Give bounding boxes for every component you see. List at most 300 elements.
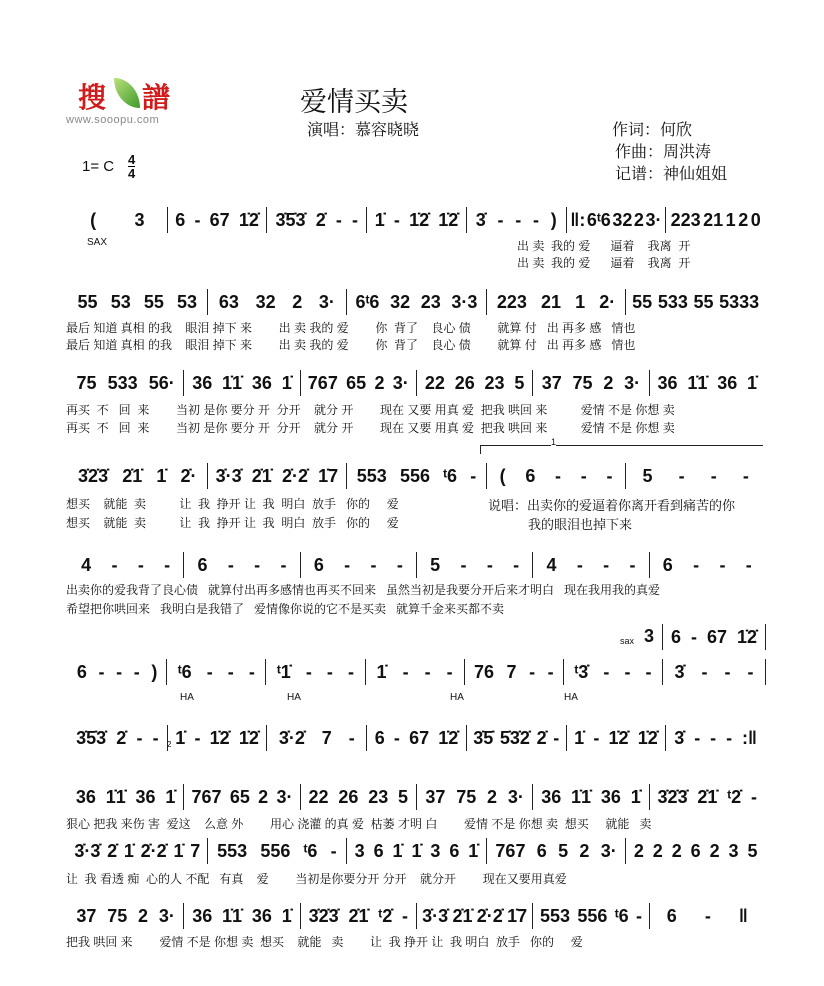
note-group: 6 — [690, 840, 701, 861]
note-group: 3̇2̇3̇ — [308, 905, 339, 926]
note-group: 2 — [652, 840, 663, 861]
note-group: - — [393, 727, 400, 748]
measure — [68, 289, 208, 315]
note-group: 553 — [356, 465, 387, 486]
note-group: - — [580, 465, 587, 486]
note-group: 36 — [541, 786, 562, 807]
note-group: 3̇ — [674, 727, 685, 748]
note-group: 1̇ — [175, 727, 186, 748]
note-group: 23 — [484, 372, 505, 393]
note-group: 2 — [671, 840, 682, 861]
note-group: 22 — [424, 372, 445, 393]
measure — [301, 784, 417, 810]
note-group: - — [704, 905, 711, 926]
note-group: 3̇·3̇ — [422, 905, 449, 926]
note-group: 1̇2̇ — [608, 727, 629, 748]
note-group: - — [335, 209, 342, 230]
note-group: 2· — [599, 291, 616, 312]
note-group: 65 — [346, 372, 367, 393]
lyric-line: 再买 不 回 来 当初 是你 要分 开 分开 就分 开 现在 又要 用真 爱 把我 哄回 来 爱情 不是 你想 卖 — [66, 403, 675, 417]
note-group: 26 — [338, 786, 359, 807]
measure — [650, 370, 765, 396]
measure — [267, 725, 367, 751]
note-group: 21 — [703, 209, 724, 230]
pickup-note: 3 — [644, 626, 655, 646]
measure — [266, 659, 365, 685]
note-group: - — [593, 727, 600, 748]
note-group: 1̇ — [173, 840, 184, 861]
note-group: - — [136, 727, 143, 748]
note-group: 65 — [229, 786, 250, 807]
note-group: 6ᵗ6 — [355, 291, 380, 312]
note-group: 1̇ — [123, 840, 134, 861]
note-group: 75 — [572, 372, 593, 393]
measure — [184, 784, 300, 810]
note-group: - — [137, 554, 144, 575]
note-group: 37 — [541, 372, 562, 393]
note-group: 767 — [307, 372, 338, 393]
note-group: 75 — [76, 372, 97, 393]
note-group: - — [227, 661, 234, 682]
measure — [650, 903, 765, 929]
lyric-line: 想买 就能 卖 让 我 挣开 让 我 明白 放手 你的 爱 — [66, 516, 399, 530]
note-group: 1̇1̇ — [105, 786, 126, 807]
notation-row — [68, 659, 662, 685]
note-group: 36 — [600, 786, 621, 807]
note-group: 2̇1̇ — [122, 465, 143, 486]
note-group: 36 — [251, 905, 272, 926]
note-group: 556 — [260, 840, 291, 861]
measure — [666, 207, 765, 233]
note-group: - — [347, 661, 354, 682]
note-group: - — [635, 905, 642, 926]
note-group: 6 — [313, 554, 324, 575]
note-group: 5 — [398, 786, 409, 807]
note-group: 2̇ — [116, 727, 127, 748]
measure — [68, 659, 167, 685]
note-group: 3·3 — [451, 291, 478, 312]
note-group: 55 — [632, 291, 653, 312]
note-group: 37 — [425, 786, 446, 807]
note-group: 23 — [420, 291, 441, 312]
lyric-line: 让 我 看透 痴 心的人 不配 有真 爱 当初是你要分开 分开 就分开 现在又要用真爱 — [66, 872, 567, 886]
note-group: - — [745, 554, 752, 575]
note-group: ( — [499, 465, 506, 486]
note-group: 1̇2̇ — [409, 209, 430, 230]
note-group: 32 — [390, 291, 411, 312]
sax-label: SAX — [87, 237, 108, 248]
note-group: ᵗ1̇ — [276, 661, 291, 682]
note-group: 3 — [430, 840, 441, 861]
note-group: 4 — [81, 554, 92, 575]
note-group: 2 — [487, 786, 498, 807]
note-group: 22 — [308, 786, 329, 807]
note-group: 3· — [276, 786, 293, 807]
measure — [533, 784, 649, 810]
note-group: 6 — [373, 840, 384, 861]
note-group: - — [555, 465, 562, 486]
note-group: :‖ — [742, 727, 757, 748]
notation-row — [68, 903, 765, 929]
note-group: 2 — [258, 786, 269, 807]
note-group: 1 — [725, 209, 736, 230]
lower-staff — [662, 659, 766, 685]
note-group: - — [370, 554, 377, 575]
note-group: 1̇2̇ — [736, 626, 757, 647]
key-signature: 1= C — [82, 158, 115, 175]
note-group: ( — [90, 209, 97, 230]
notation-row — [68, 552, 765, 578]
leaf-icon — [114, 78, 140, 108]
lyric-line: 希望把你哄回来 我明白是我错了 爱情像你说的它不是买卖 就算千金来买都不卖 — [66, 602, 505, 616]
note-group: 3̇ — [475, 209, 486, 230]
note-group: 2 — [633, 209, 644, 230]
note-group: 36 — [192, 905, 213, 926]
note-group: 1̇ — [468, 840, 479, 861]
measure — [301, 903, 417, 929]
note-group: 533 — [657, 291, 688, 312]
note-group: 55 — [143, 291, 164, 312]
note-group: 5333 — [719, 291, 760, 312]
measure — [626, 838, 765, 864]
note-group: - — [603, 661, 610, 682]
measure — [417, 903, 533, 929]
note-group: 2 — [738, 209, 749, 230]
note-group: - — [194, 209, 201, 230]
note-group: - — [424, 661, 431, 682]
note-group: 3̇ — [674, 661, 685, 682]
rap-line-2: 我的眼泪也掉下来 — [528, 517, 633, 532]
note-group: - — [710, 727, 717, 748]
notation-row — [68, 463, 765, 489]
note-group: 1̇ — [630, 786, 641, 807]
notation-row — [68, 784, 765, 810]
measure — [168, 207, 268, 233]
note-group: 7 — [506, 661, 517, 682]
sooopu-logo: 搜 譜 www.sooopu.com — [78, 76, 188, 126]
measure — [167, 659, 266, 685]
lyric-line: 最后 知道 真相 的我 眼泪 掉下 来 出 卖 我的 爱 你 背了 良心 债 就算 付 出 再多 感 情也 — [66, 321, 636, 335]
note-group: - — [326, 661, 333, 682]
measure — [184, 370, 300, 396]
note-group: ‖ — [738, 905, 748, 926]
note-group: 3· — [318, 291, 335, 312]
note-group: - — [719, 554, 726, 575]
measure — [208, 289, 348, 315]
note-group: 3 — [354, 840, 365, 861]
note-group: 1̇2̇ — [438, 209, 459, 230]
note-group: - — [497, 209, 504, 230]
ha-4: HA — [564, 692, 578, 703]
measure — [208, 838, 348, 864]
measure — [367, 207, 467, 233]
note-group: 0 — [750, 209, 761, 230]
note-group: - — [330, 840, 337, 861]
note-group: 3· — [624, 372, 641, 393]
measure — [301, 370, 417, 396]
note-group: 36 — [135, 786, 156, 807]
note-group: 767 — [191, 786, 222, 807]
measure — [487, 289, 627, 315]
note-group: ᵗ2̇ — [378, 905, 393, 926]
note-group: 2̇1̇ — [251, 465, 272, 486]
note-group: 2̇1̇ — [697, 786, 718, 807]
note-group: 1̇2̇ — [209, 727, 230, 748]
note-group: 2̇·2̇ — [140, 840, 167, 861]
note-group: - — [710, 465, 717, 486]
note-group: 67 — [706, 626, 727, 647]
note-group: - — [348, 727, 355, 748]
measure — [68, 784, 184, 810]
note-group: 3̇5̇3̇ — [76, 727, 107, 748]
note-group: 67 — [209, 209, 230, 230]
note-group: 3̇2̇3̇ — [657, 786, 688, 807]
note-group: 1̇ — [374, 209, 385, 230]
note-group: 53 — [110, 291, 131, 312]
note-group: 1̇2̇ — [637, 727, 658, 748]
note-group: 63 — [218, 291, 239, 312]
note-group: 2 — [709, 840, 720, 861]
measure — [487, 838, 627, 864]
note-group: 2̇ — [536, 727, 547, 748]
note-group: ) — [151, 661, 158, 682]
lyric-line: 再买 不 回 来 当初 是你 要分 开 分开 就分 开 现在 又要 用真 爱 把我 哄回 来 爱情 不是 你想 卖 — [66, 421, 675, 435]
measure — [417, 370, 533, 396]
note-group: 1̇1̇ — [222, 372, 243, 393]
ha-2: HA — [287, 692, 301, 703]
note-group: 1̇7 — [318, 465, 339, 486]
note-group: - — [111, 554, 118, 575]
note-group: - — [164, 554, 171, 575]
note-group: 32 — [255, 291, 276, 312]
measure — [567, 725, 667, 751]
note-group: 4 — [546, 554, 557, 575]
transcriber: 记谱：神仙姐姐 — [615, 166, 728, 183]
note-group: 1̇ — [392, 840, 403, 861]
measure — [487, 463, 627, 489]
note-group: - — [393, 209, 400, 230]
note-group: - — [724, 661, 731, 682]
note-group: 2̇· — [180, 465, 197, 486]
logo-url: www.sooopu.com — [66, 114, 160, 126]
measure — [208, 463, 348, 489]
note-group: 556 — [577, 905, 608, 926]
note-group: - — [701, 661, 708, 682]
note-group: 1̇ — [156, 465, 167, 486]
note-group: - — [629, 554, 636, 575]
note-group: - — [396, 554, 403, 575]
note-group: 6 — [197, 554, 208, 575]
note-group: - — [194, 727, 201, 748]
note-group: - — [529, 661, 536, 682]
note-group: 21 — [540, 291, 562, 312]
note-group: 1̇2̇ — [238, 209, 259, 230]
note-group: 2̇1̇ — [452, 905, 473, 926]
note-group: 3̇5̇3̇ — [275, 209, 306, 230]
time-signature: 4 4 — [128, 152, 136, 181]
measure — [417, 784, 533, 810]
note-group: 2 — [292, 291, 303, 312]
note-group: 5 — [514, 372, 525, 393]
measure — [68, 552, 184, 578]
note-group: ᵗ6 — [614, 905, 629, 926]
measure — [626, 463, 765, 489]
measure — [533, 903, 649, 929]
note-group: - — [694, 727, 701, 748]
song-title: 爱情买卖 — [300, 87, 408, 117]
note-group: - — [678, 465, 685, 486]
note-group: - — [515, 209, 522, 230]
note-group: 6 — [536, 840, 547, 861]
measure — [366, 659, 465, 685]
lyric-line: 把我 哄回 来 爱情 不是 你想 卖 想买 就能 卖 让 我 挣开 让 我 明白 放手 你的 爱 — [66, 935, 583, 949]
note-group: 5 — [747, 840, 758, 861]
measure — [666, 725, 765, 751]
note-group: - — [344, 554, 351, 575]
note-group: 55 — [693, 291, 714, 312]
note-group: 1̇ — [574, 727, 585, 748]
measure — [184, 903, 300, 929]
note-group: 1̇1̇ — [687, 372, 708, 393]
note-group: 5 — [642, 465, 653, 486]
measure — [301, 552, 417, 578]
note-group: 1̇ — [281, 372, 292, 393]
note-group: 1̇7 — [507, 905, 528, 926]
measure — [467, 207, 567, 233]
note-group: 7 — [321, 727, 332, 748]
note-group: 2 — [579, 840, 590, 861]
note-group: 76 — [473, 661, 494, 682]
note-group: 6 — [76, 661, 87, 682]
note-group: - — [470, 465, 477, 486]
measure — [367, 725, 467, 751]
lyricist: 作词：何欣 — [612, 122, 693, 139]
measure — [68, 370, 184, 396]
notation-row — [68, 207, 765, 233]
note-group: 2̇1̇ — [348, 905, 369, 926]
note-group: - — [116, 661, 123, 682]
measure — [68, 207, 168, 233]
note-group: ᵗ6 — [177, 661, 192, 682]
lyric-line: 出 卖 我的 爱 逼着 我离 开 — [517, 256, 691, 270]
note-group: 75 — [107, 905, 128, 926]
measure — [533, 552, 649, 578]
notation-row — [68, 838, 765, 864]
note-group: - — [352, 209, 359, 230]
measure — [68, 838, 208, 864]
note-group: 3· — [507, 786, 524, 807]
lyric-line: 最后 知道 真相 的我 眼泪 掉下 来 出 卖 我的 爱 你 背了 良心 债 就算 付 出 再多 感 情也 — [66, 338, 636, 352]
lyric-line: 出 卖 我的 爱 逼着 我离 开 — [517, 239, 691, 253]
note-group: 7 — [190, 840, 201, 861]
measure — [417, 552, 533, 578]
note-group: 3· — [645, 209, 662, 230]
note-group: 1̇ — [411, 840, 422, 861]
note-group: 6 — [670, 626, 681, 647]
note-group: 1̇ — [747, 372, 758, 393]
note-group: - — [152, 727, 159, 748]
note-group: 23 — [368, 786, 389, 807]
sax-label-2: sax — [620, 636, 635, 646]
note-group: 3̇·3̇ — [74, 840, 101, 861]
note-group: - — [726, 727, 733, 748]
note-group: - — [402, 661, 409, 682]
note-group: - — [486, 554, 493, 575]
rap-line-1: 说唱：出卖你的爱逼着你离开看到痛苦的你 — [488, 498, 736, 513]
note-group: 2 — [374, 372, 385, 393]
note-group: 3̇5̇ — [473, 727, 494, 748]
note-group: - — [624, 661, 631, 682]
notation-row — [68, 289, 765, 315]
note-group: - — [690, 626, 697, 647]
note-group: 1̇ — [281, 905, 292, 926]
note-group: 1̇1̇ — [571, 786, 592, 807]
note-group: 55 — [77, 291, 98, 312]
note-group: 2̇·2̇ — [476, 905, 503, 926]
measure — [467, 725, 567, 751]
note-group: - — [446, 661, 453, 682]
note-group: - — [645, 661, 652, 682]
note-group: 2 — [603, 372, 614, 393]
measure — [567, 207, 667, 233]
note-group: 1̇2̇ — [438, 727, 459, 748]
note-group: - — [693, 554, 700, 575]
note-group: 36 — [192, 372, 213, 393]
note-group: 3· — [158, 905, 175, 926]
note-group: 3 — [134, 209, 145, 230]
note-group: - — [606, 465, 613, 486]
measure — [650, 552, 765, 578]
note-group: ᵗ6 — [443, 465, 458, 486]
measure — [267, 207, 367, 233]
note-group: - — [206, 661, 213, 682]
note-group: 67 — [409, 727, 430, 748]
note-group: 533 — [107, 372, 138, 393]
note-group: 3 — [728, 840, 739, 861]
measure — [465, 659, 564, 685]
note-group: - — [254, 554, 261, 575]
note-group: 2 — [633, 840, 644, 861]
lyric-line: 想买 就能 卖 让 我 挣开 让 我 明白 放手 你的 爱 — [66, 497, 399, 511]
note-group: 37 — [76, 905, 97, 926]
note-group: 36 — [717, 372, 738, 393]
note-group: - — [133, 661, 140, 682]
note-group: 6 — [666, 905, 677, 926]
note-group: - — [280, 554, 287, 575]
note-group: 3· — [392, 372, 409, 393]
note-group: 6 — [525, 465, 536, 486]
note-group: - — [547, 661, 554, 682]
notation-row — [68, 370, 765, 396]
note-group: 3̇2̇3̇ — [78, 465, 109, 486]
note-group: ) — [550, 209, 557, 230]
note-group: 36 — [657, 372, 678, 393]
lyric-line: 狠心 把我 来伤 害 爱这 么意 外 用心 浇灌 的真 爱 枯萎 才明 白 爱情 不是 你想 卖 想买 就能 卖 — [66, 817, 652, 831]
ha-1: HA — [180, 692, 194, 703]
measure — [68, 725, 168, 751]
ha-3: HA — [450, 692, 464, 703]
note-group: - — [98, 661, 105, 682]
note-group: 56· — [148, 372, 175, 393]
note-group: - — [402, 905, 409, 926]
measure — [533, 370, 649, 396]
note-group: ᵗ3̇ — [574, 661, 589, 682]
note-group: 767 — [495, 840, 526, 861]
note-group: 1 — [575, 291, 586, 312]
note-group: 2̇ — [315, 209, 326, 230]
note-group: 223 — [670, 209, 701, 230]
lyric-line: 出卖你的爱我背了良心债 就算付出再多感情也再买不回来 虽然当初是我要分开后来才明白 现在我用我的真爱 — [66, 583, 661, 597]
